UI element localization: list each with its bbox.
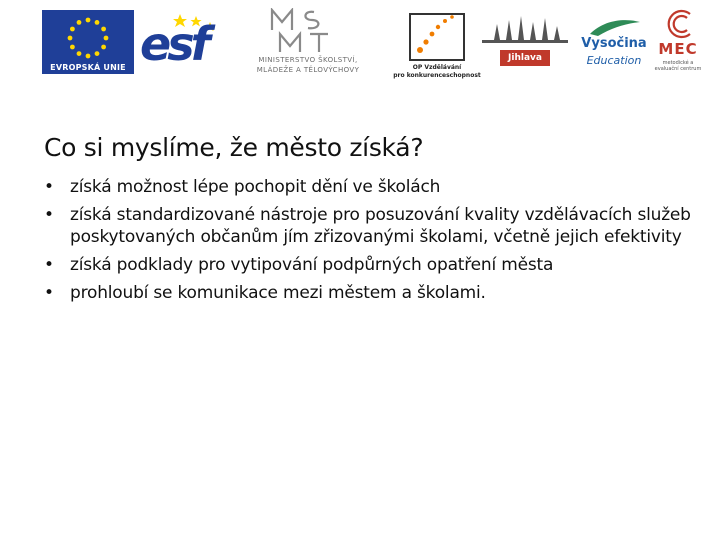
leaf-swoosh-icon (584, 18, 644, 38)
list-item (44, 204, 694, 248)
bullet-icon: • (44, 255, 54, 275)
msmt-logo (232, 8, 384, 74)
vysocina-subtitle: Education (586, 54, 642, 67)
eu-flag-icon (42, 10, 134, 62)
bullet-icon: • (44, 283, 54, 303)
op-emblem-icon (406, 10, 468, 64)
list-item (44, 254, 694, 276)
jihlava-logo-text: Jihlava (508, 53, 542, 63)
msmt-line-2: MLÁDEŽE A TĚLOVÝCHOVY (256, 66, 360, 74)
bullet-icon: • (44, 177, 54, 197)
slide-title: Co si myslíme, že město získá? (44, 133, 424, 162)
mec-logo (652, 8, 704, 74)
mec-arc-icon (664, 8, 694, 40)
list-item (44, 176, 694, 198)
bullet-list (44, 176, 694, 310)
mec-subtitle: metodické a evaluační centrum (654, 60, 702, 72)
op-line-2: pro konkurenceschopnost (393, 72, 481, 79)
msmt-emblem-icon (270, 8, 346, 54)
eu-logo-text: EVROPSKÁ UNIE (50, 63, 126, 72)
eu-logo (42, 10, 134, 74)
mec-logo-text: MEC (658, 40, 698, 58)
list-item (44, 282, 694, 304)
bullet-text: získá podklady pro vytipování podpůrných opatření města (70, 255, 554, 275)
bullet-icon: • (44, 205, 54, 225)
op-logo (388, 8, 486, 79)
esf-logo (140, 10, 226, 74)
bullet-text: získá možnost lépe pochopit dění ve školách (70, 177, 441, 197)
bullet-text: získá standardizované nástroje pro posuzování kvality vzdělávacích služeb poskytovaných občanům jím zřizovanými školami, včetně jejich efektivity (70, 205, 691, 247)
esf-logo-text: esf (140, 17, 207, 71)
msmt-line-1: MINISTERSTVO ŠKOLSTVÍ, (258, 56, 358, 64)
logo-bar (0, 0, 720, 84)
vysocina-name: Vysočina (581, 36, 647, 51)
vysocina-logo (574, 18, 654, 72)
op-line-1: OP Vzdělávání (412, 64, 462, 71)
jihlava-logo (480, 2, 570, 72)
bullet-text: prohloubí se komunikace mezi městem a školami. (70, 283, 486, 303)
